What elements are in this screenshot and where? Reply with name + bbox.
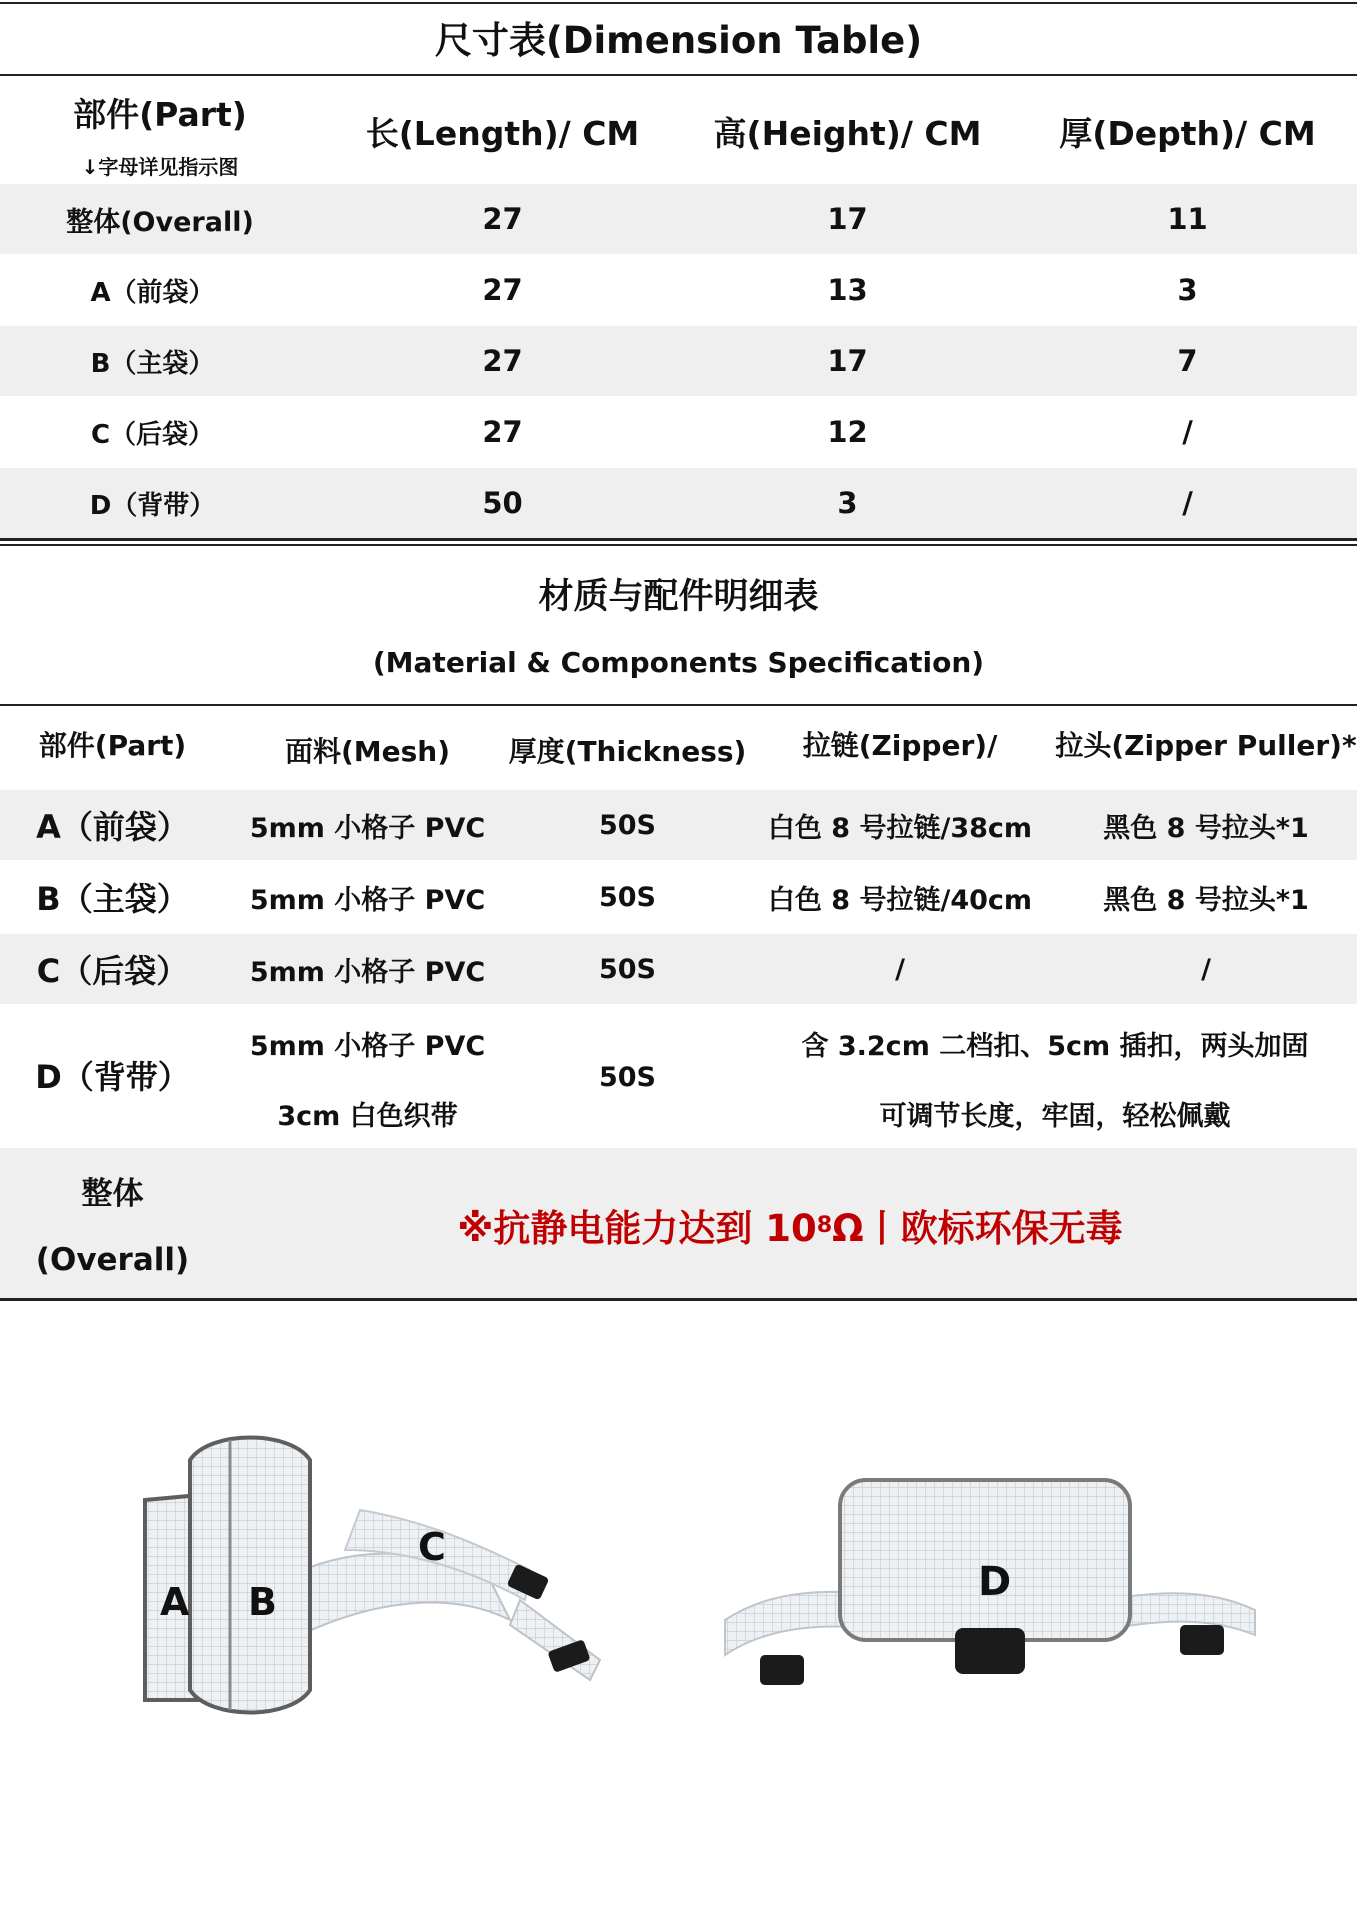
mat-header-thickness: 厚度(Thickness) bbox=[508, 735, 747, 768]
mat-strap-mesh-2: 3cm 白色织带 bbox=[277, 1100, 458, 1132]
mat-row-part: A（前袋） bbox=[36, 808, 189, 846]
dim-row-length: 27 bbox=[482, 415, 523, 449]
label-c: C bbox=[418, 1525, 446, 1569]
label-a: A bbox=[160, 1580, 190, 1624]
dim-row-length: 27 bbox=[482, 344, 523, 378]
mat-row-zipper: / bbox=[895, 953, 905, 985]
overall-note-exponent: 8 bbox=[816, 1212, 833, 1238]
dim-row-height: 17 bbox=[827, 202, 868, 236]
dim-row-depth: / bbox=[1182, 486, 1193, 520]
dimension-table-double-rule bbox=[0, 538, 1357, 541]
header-height: 高(Height)/ CM bbox=[713, 113, 982, 153]
mat-row-part: B（主袋） bbox=[36, 880, 189, 918]
mat-row-mesh: 5mm 小格子 PVC bbox=[249, 884, 486, 916]
material-table-bottom-rule bbox=[0, 1298, 1357, 1301]
dim-row-length: 27 bbox=[482, 273, 523, 307]
side-view-photo bbox=[130, 1430, 650, 1730]
mat-strap-thickness: 50S bbox=[598, 1061, 657, 1093]
dim-row-part: D（背带） bbox=[89, 490, 216, 521]
mat-row-thickness: 50S bbox=[598, 881, 657, 913]
dimension-table-title: 尺寸表(Dimension Table) bbox=[434, 19, 923, 62]
mat-row-mesh: 5mm 小格子 PVC bbox=[249, 812, 486, 844]
label-d: D bbox=[978, 1559, 1012, 1605]
dim-row-depth: 7 bbox=[1177, 344, 1198, 378]
back-view-photo bbox=[700, 1460, 1280, 1710]
dim-row-depth: / bbox=[1182, 415, 1193, 449]
mat-row-puller: / bbox=[1201, 953, 1211, 985]
header-length: 长(Length)/ CM bbox=[365, 113, 640, 153]
header-depth: 厚(Depth)/ CM bbox=[1059, 113, 1316, 153]
overall-note-prefix: ※抗静电能力达到 10 bbox=[457, 1207, 817, 1250]
mat-row-part: C（后袋） bbox=[36, 952, 189, 990]
material-title-divider bbox=[0, 704, 1357, 706]
dimension-table-double-rule bbox=[0, 544, 1357, 546]
label-b: B bbox=[248, 1580, 277, 1624]
dimension-title-divider bbox=[0, 74, 1357, 76]
overall-note-suffix: Ω丨欧标环保无毒 bbox=[832, 1207, 1123, 1250]
mat-row-puller: 黑色 8 号拉头*1 bbox=[1103, 812, 1309, 844]
mat-header-zipper: 拉链(Zipper)/ bbox=[802, 729, 998, 762]
material-table-subtitle: (Material & Components Specification) bbox=[372, 645, 985, 679]
dim-row-part: C（后袋） bbox=[90, 419, 215, 450]
dim-row-part: 整体(Overall) bbox=[66, 206, 254, 238]
top-border bbox=[0, 2, 1357, 4]
mat-strap-part: D（背带） bbox=[35, 1058, 190, 1096]
mat-row-thickness: 50S bbox=[598, 953, 657, 985]
mat-row-puller: 黑色 8 号拉头*1 bbox=[1103, 884, 1309, 916]
mat-row-mesh: 5mm 小格子 PVC bbox=[249, 956, 486, 988]
mat-row-thickness: 50S bbox=[598, 809, 657, 841]
mat-overall-note bbox=[300, 1190, 1280, 1260]
dim-row-height: 17 bbox=[827, 344, 868, 378]
mat-overall-part-2: (Overall) bbox=[35, 1242, 190, 1278]
mat-header-part: 部件(Part) bbox=[38, 729, 187, 762]
dim-row-height: 13 bbox=[827, 273, 868, 307]
dim-row-height: 12 bbox=[827, 415, 868, 449]
mat-strap-note-2: 可调节长度，牢固，轻松佩戴 bbox=[879, 1100, 1231, 1132]
mat-row-zipper: 白色 8 号拉链/40cm bbox=[767, 884, 1033, 916]
dim-row-depth: 11 bbox=[1167, 202, 1208, 236]
dim-row-length: 27 bbox=[482, 202, 523, 236]
header-part: 部件(Part) bbox=[73, 94, 247, 134]
dim-row-part: A（前袋） bbox=[90, 277, 215, 308]
mat-row-zipper: 白色 8 号拉链/38cm bbox=[767, 812, 1033, 844]
dim-row-part: B（主袋） bbox=[90, 348, 215, 379]
header-part-note: ↓字母详见指示图 bbox=[81, 154, 239, 179]
dim-row-length: 50 bbox=[482, 486, 523, 520]
dim-row-height: 3 bbox=[837, 486, 858, 520]
mat-strap-mesh-1: 5mm 小格子 PVC bbox=[249, 1030, 486, 1062]
mat-overall-part-1: 整体 bbox=[81, 1175, 144, 1212]
mat-strap-note-1: 含 3.2cm 二档扣、5cm 插扣，两头加固 bbox=[801, 1030, 1309, 1062]
dim-row-depth: 3 bbox=[1177, 273, 1198, 307]
mat-header-mesh: 面料(Mesh) bbox=[284, 735, 451, 768]
mat-header-puller: 拉头(Zipper Puller)* bbox=[1055, 729, 1357, 762]
material-table-title: 材质与配件明细表 bbox=[538, 577, 819, 617]
